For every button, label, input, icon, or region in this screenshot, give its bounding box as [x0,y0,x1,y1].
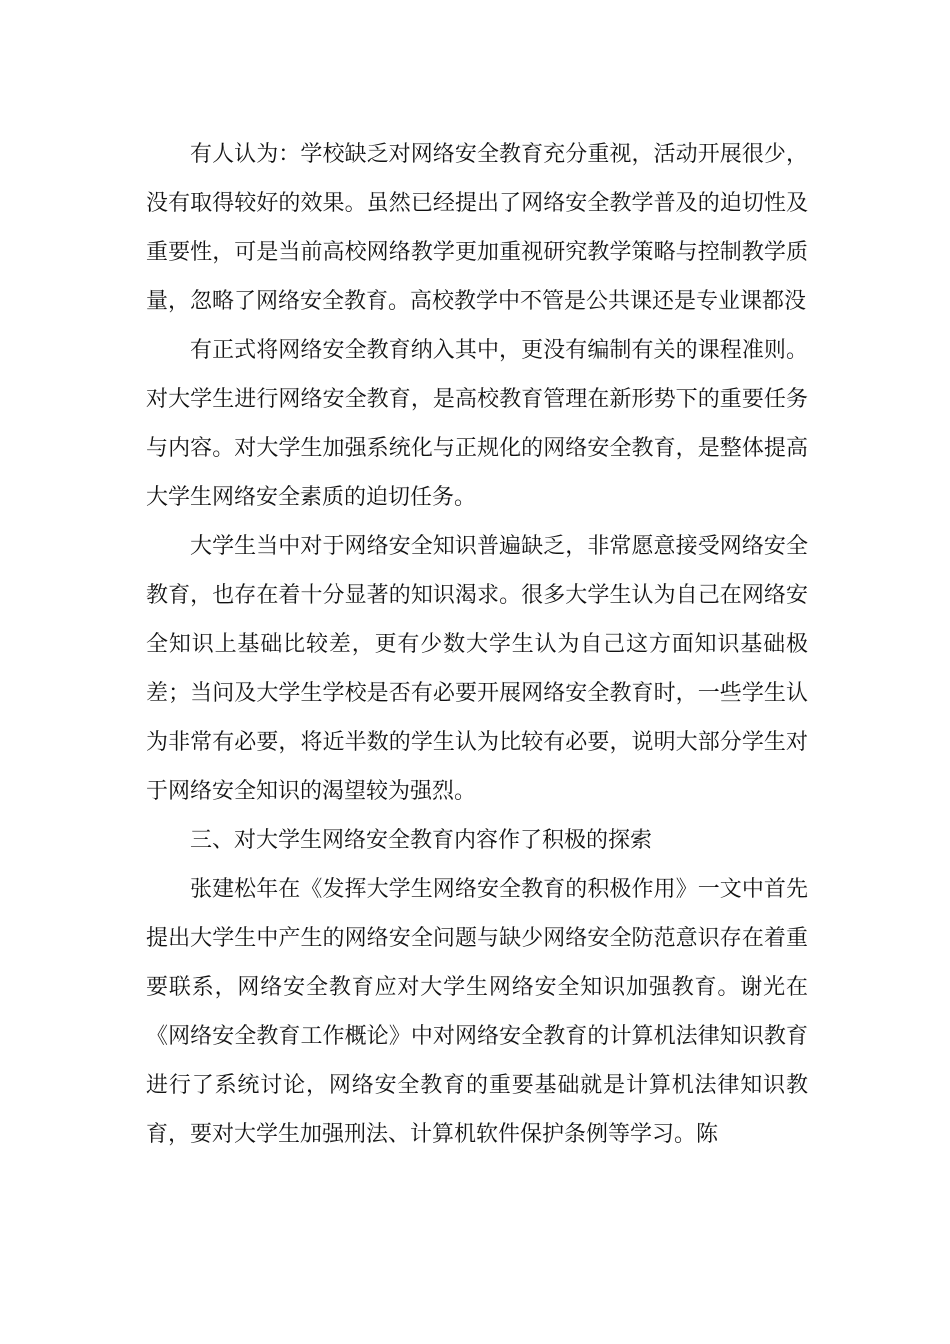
document-body [146,130,808,1159]
paragraph-3: 大学生当中对于网络安全知识普遍缺乏，非常愿意接受网络安全教育，也存在着十分显著的知识渴求。很多大学生认为自己在网络安全知识上基础比较差，更有少数大学生认为自己这方面知识基础极差；当问及大学生学校是否有必要开展网络安全教育时，一些学生认为非常有必要，将近半数的学生认为比较有必要，说明大部分学生对于网络安全知识的渴望较为强烈。 [146,534,808,804]
paragraph-1: 有人认为：学校缺乏对网络安全教育充分重视，活动开展很少，没有取得较好的效果。虽然已经提出了网络安全教学普及的迫切性及重要性，可是当前高校网络教学更加重视研究教学策略与控制教学质量，忽略了网络安全教育。高校教学中不管是公共课还是专业课都没 [146,142,808,314]
paragraph-2: 有正式将网络安全教育纳入其中，更没有编制有关的课程准则。对大学生进行网络安全教育，是高校教育管理在新形势下的重要任务与内容。对大学生加强系统化与正规化的网络安全教育，是整体提高大学生网络安全素质的迫切任务。 [146,338,808,510]
section-heading: 三、对大学生网络安全教育内容作了积极的探索 [190,828,653,853]
paragraph-5: 张建松年在《发挥大学生网络安全教育的积极作用》一文中首先提出大学生中产生的网络安全问题与缺少网络安全防范意识存在着重要联系，网络安全教育应对大学生网络安全知识加强教育。谢光在《网络安全教育工作概论》中对网络安全教育的计算机法律知识教育进行了系统讨论，网络安全教育的重要基础就是计算机法律知识教育，要对大学生加强刑法、计算机软件保护条例等学习。陈 [146,877,808,1147]
